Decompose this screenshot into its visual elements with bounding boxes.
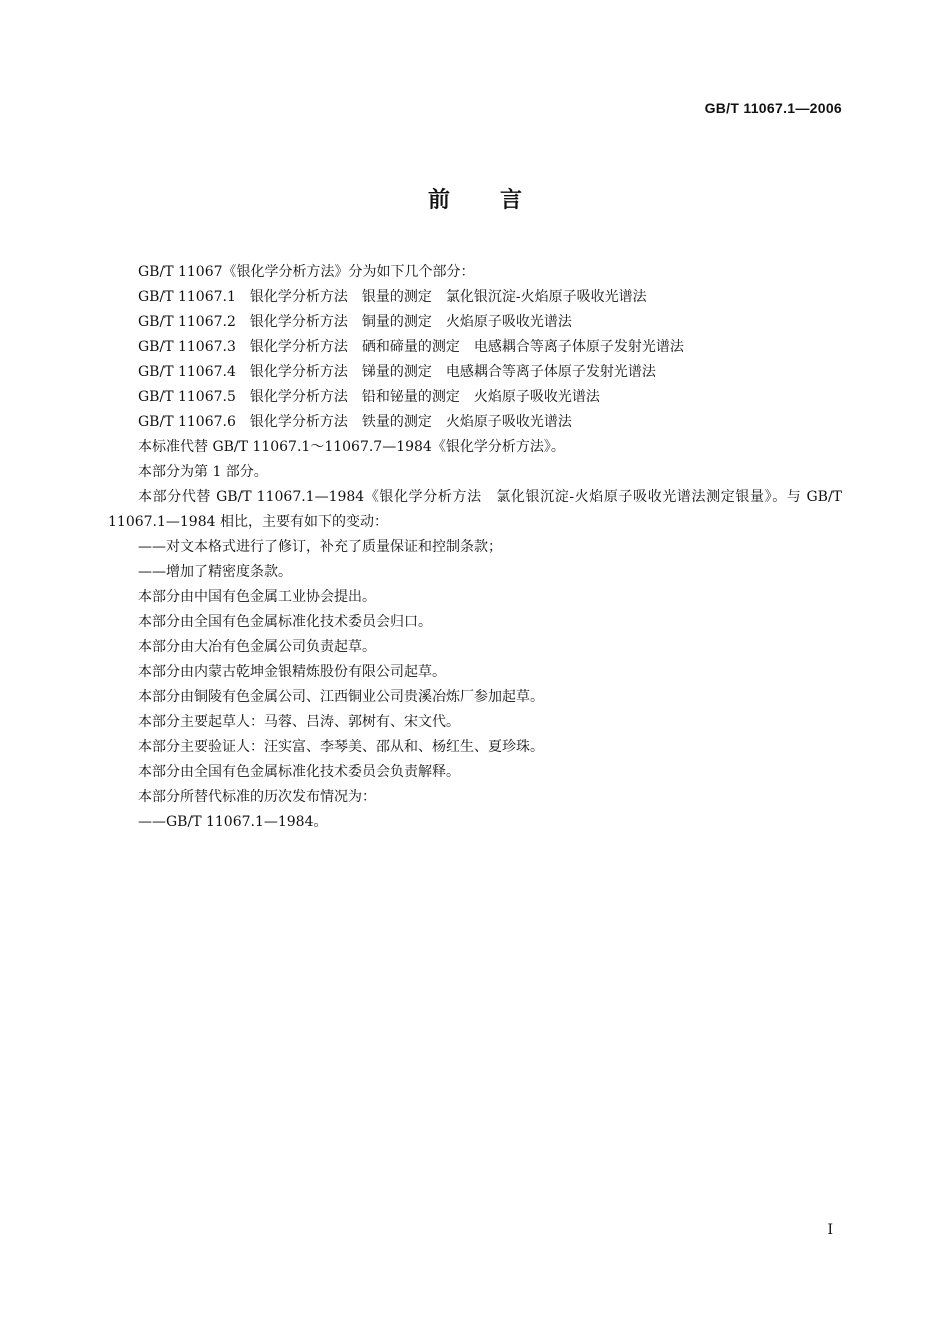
standard-code: GB/T 11067.1—2006: [704, 100, 842, 116]
paragraph: 本部分由全国有色金属标准化技术委员会归口。: [138, 614, 432, 630]
part-list-item: GB/T 11067.1 银化学分析方法 银量的测定 氯化银沉淀-火焰原子吸收光谱法: [138, 289, 647, 305]
paragraph: 本部分主要起草人：马蓉、吕涛、郭树有、宋文代。: [138, 714, 460, 730]
paragraph: 本标准代替 GB/T 11067.1～11067.7—1984《银化学分析方法》。: [138, 439, 565, 455]
foreword-body: [108, 260, 842, 835]
page-number: I: [827, 1222, 833, 1238]
paragraph: 本部分由中国有色金属工业协会提出。: [138, 589, 376, 605]
paragraph: 本部分由大冶有色金属公司负责起草。: [138, 639, 376, 655]
part-list-item: GB/T 11067.5 银化学分析方法 铅和铋量的测定 火焰原子吸收光谱法: [138, 389, 600, 405]
history-list-item: ——GB/T 11067.1—1984。: [138, 814, 328, 830]
paragraph: 本部分为第 1 部分。: [138, 464, 268, 480]
paragraph: 本部分主要验证人：汪实富、李琴美、邵从和、杨红生、夏珍珠。: [138, 739, 544, 755]
part-list-item: GB/T 11067.4 银化学分析方法 锑量的测定 电感耦合等离子体原子发射光谱法: [138, 364, 656, 380]
paragraph: 本部分所替代标准的历次发布情况为：: [138, 789, 376, 805]
paragraph: 本部分由铜陵有色金属公司、江西铜业公司贵溪冶炼厂参加起草。: [138, 689, 544, 705]
part-list-item: GB/T 11067.6 银化学分析方法 铁量的测定 火焰原子吸收光谱法: [138, 414, 572, 430]
change-list-item: ——对文本格式进行了修订，补充了质量保证和控制条款；: [138, 539, 502, 555]
paragraph: 本部分代替 GB/T 11067.1—1984《银化学分析方法 氯化银沉淀-火焰原子吸收光谱法测定银量》。与 GB/T 11067.1—1984 相比，主要有如下的变动：: [108, 489, 842, 530]
part-list-item: GB/T 11067.3 银化学分析方法 硒和碲量的测定 电感耦合等离子体原子发射光谱法: [138, 339, 684, 355]
paragraph: GB/T 11067《银化学分析方法》分为如下几个部分：: [138, 264, 475, 280]
paragraph: 本部分由全国有色金属标准化技术委员会负责解释。: [138, 764, 460, 780]
page-title: 前言: [427, 188, 572, 213]
part-list-item: GB/T 11067.2 银化学分析方法 铜量的测定 火焰原子吸收光谱法: [138, 314, 572, 330]
change-list-item: ——增加了精密度条款。: [138, 564, 292, 580]
paragraph: 本部分由内蒙古乾坤金银精炼股份有限公司起草。: [138, 664, 446, 680]
